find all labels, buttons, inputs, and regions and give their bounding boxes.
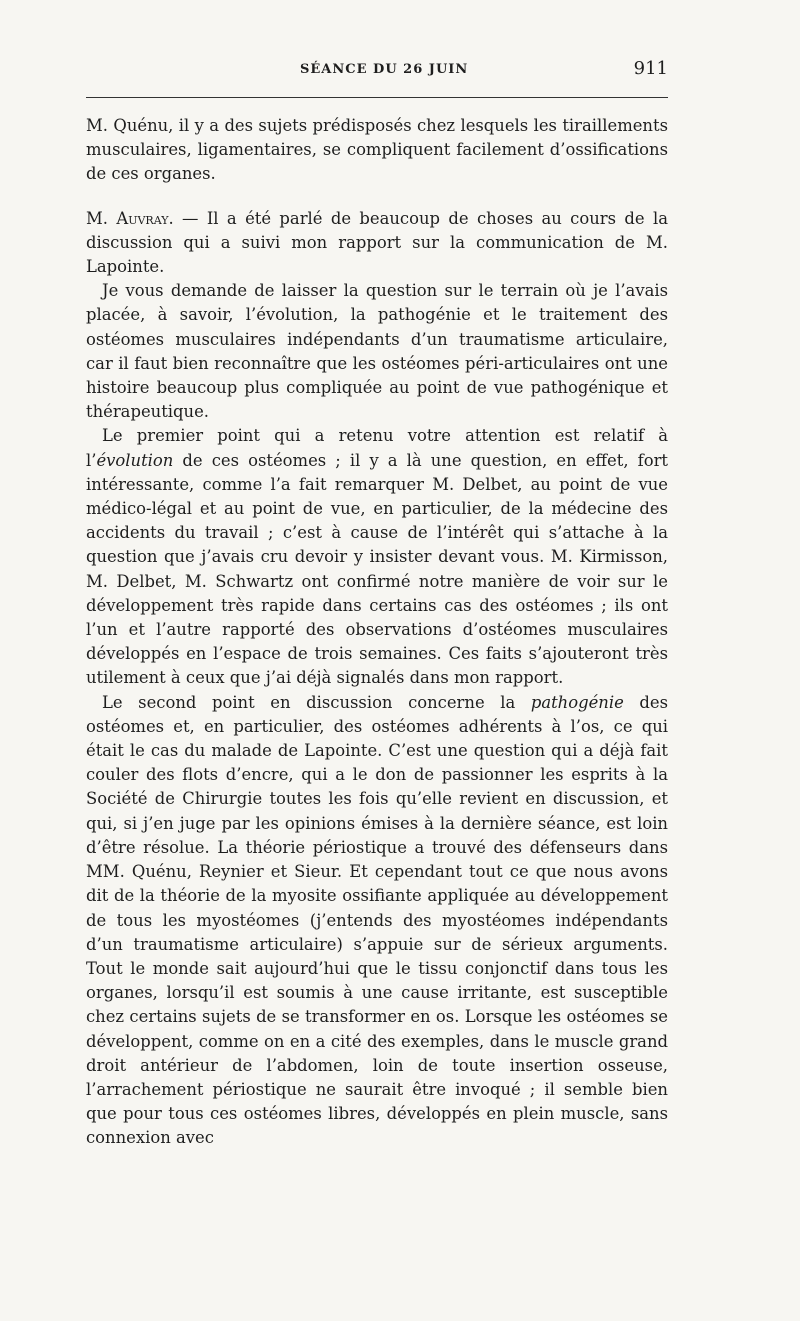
page-header — [86, 58, 668, 84]
paragraph-4-before: Le premier point qui a retenu votre attention est relatif à l’ — [86, 426, 668, 470]
running-title: SÉANCE DU 26 JUIN — [300, 62, 469, 77]
paragraph-4-italic: évolution — [96, 450, 174, 470]
speaker-name: Auvray — [116, 208, 169, 228]
paragraph-1 — [86, 114, 668, 187]
paragraph-5-after: des ostéomes et, en particulier, des ostéomes adhérents à l’os, ce qui était le cas du malade de Lapointe. C’est une question qui a déjà fait couler des flots d’encre, qui a le don de passionner les esprits à la Société de Chirurgie toutes les fois qu’elle revient en discussion, et qui, si j’en juge par les opinions émises à la dernière séance, est loin d’être résolue. La théorie périostique a trouvé des défenseurs dans MM. Quénu, Reynier et Sieur. Et cependant tout ce que nous avons dit de la théorie de la myosite ossifiante appliquée au développement de tous les myostéomes (j’entends des myostéomes indépendants d’un traumatisme articulaire) s’appuie sur de sérieux arguments. Tout le monde sait aujourd’hui que le tissu conjonctif dans tous les organes, lorsqu’il est soumis à une cause irritante, est susceptible chez certains sujets de se transformer en os. Lorsque les ostéomes se développent, comme on en a cité des exemples, dans le muscle grand droit antérieur de l’abdomen, loin de toute insertion osseuse, l’arrachement périostique ne saurait être invoqué ; il semble bien que pour tous ces ostéomes libres, développés en plein muscle, sans connexion avec — [86, 692, 668, 1148]
speaker-prefix: M. — [86, 208, 117, 228]
paragraph-5-italic: pathogénie — [530, 692, 624, 712]
paragraph-3 — [86, 279, 668, 424]
paragraph-2-text: . — Il a été parlé de beaucoup de choses au cours de la discussion qui a suivi mon rapport sur la communication de M. Lapointe. — [86, 208, 668, 277]
paragraph-1-text: M. Quénu, il y a des sujets prédisposés chez lesquels les tiraillements musculaires, ligamentaires, se compliquent facilement d’ossifications de ces organes. — [86, 116, 668, 184]
page-number: 911 — [633, 58, 668, 79]
paragraph-5 — [86, 691, 668, 1151]
body-text — [86, 114, 668, 1151]
paragraph-2 — [86, 207, 668, 280]
paragraph-3-text: Je vous demande de laisser la question sur le terrain où je l’avais placée, à savoir, l’évolution, la pathogénie et le traitement des ostéomes musculaires indépendants d’un traumatisme articulaire, car il faut bien reconnaître que les ostéomes péri-articulaires ont une histoire beaucoup plus compliquée au point de vue pathogénique et thérapeutique. — [86, 281, 668, 422]
paragraph-5-before: Le second point en discussion concerne la — [102, 692, 531, 712]
paragraph-4 — [86, 424, 668, 690]
paragraph-4-after: de ces ostéomes ; il y a là une question, en effet, fort intéressante, comme l’a fait remarquer M. Delbet, au point de vue médico-légal et au point de vue, en particulier, de la médecine des accidents du travail ; c’est à cause de l’intérêt qui s’attache à la question que j’avais cru devoir y insister devant vous. M. Kirmisson, M. Delbet, M. Schwartz ont confirmé notre manière de voir sur le développement très rapide dans certains cas des ostéomes ; ils ont l’un et l’autre rapporté des observations d’ostéomes musculaires développés en l’espace de trois semaines. Ces faits s’ajouteront très utilement à ceux que j’ai déjà signalés dans mon rapport. — [86, 450, 668, 688]
header-rule — [86, 97, 668, 98]
